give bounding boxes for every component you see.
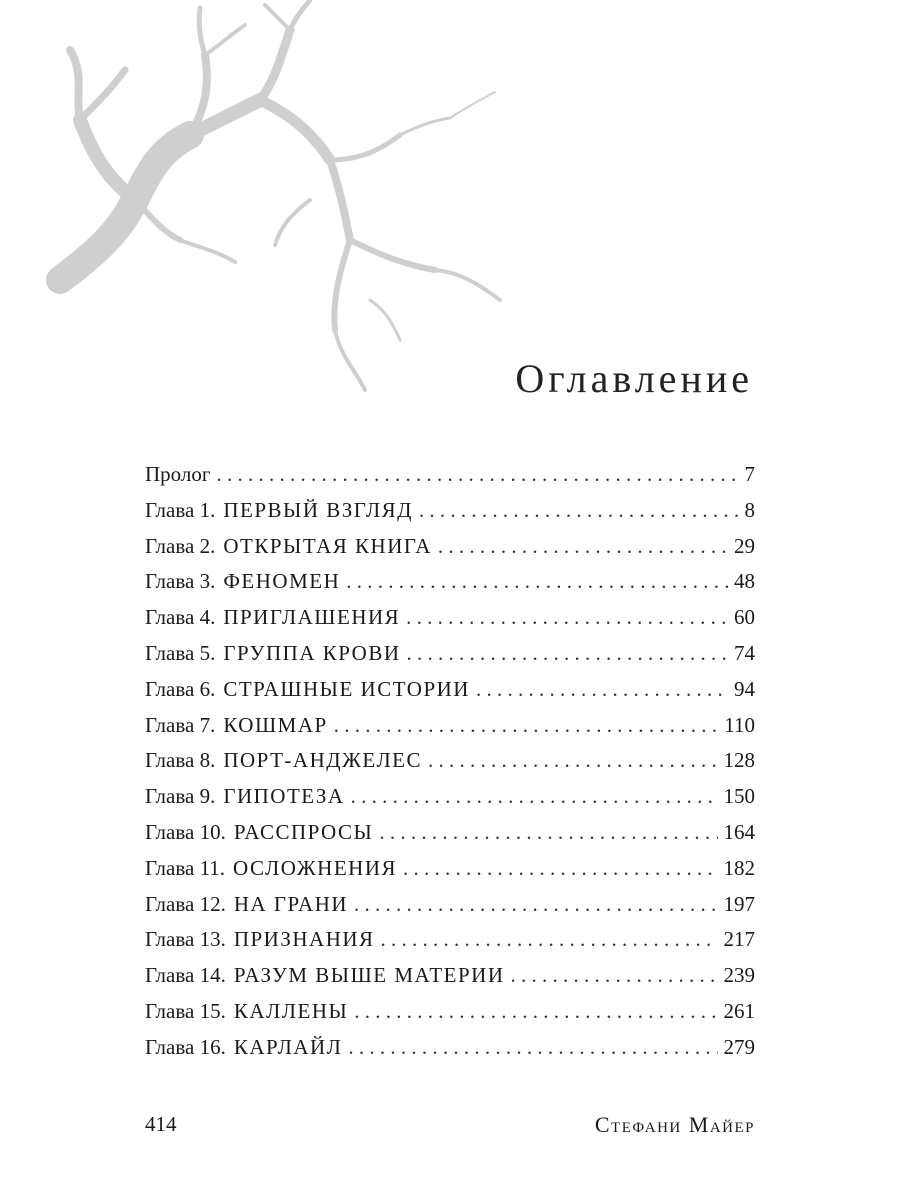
chapter-number: Глава 16. xyxy=(145,1034,226,1059)
chapter-page-number: 110 xyxy=(724,712,755,737)
toc-entry xyxy=(145,963,755,999)
dot-leader xyxy=(438,534,728,559)
chapter-title: ПОРТ-АНДЖЕЛЕС xyxy=(223,748,423,773)
dot-leader xyxy=(407,641,728,666)
toc-entry xyxy=(145,641,755,677)
dot-leader xyxy=(348,1035,717,1060)
toc-entry xyxy=(145,677,755,713)
chapter-page-number: 60 xyxy=(734,605,755,630)
chapter-page-number: 217 xyxy=(723,927,755,952)
toc-entry xyxy=(145,927,755,963)
chapter-number: Глава 2. xyxy=(145,533,216,558)
chapter-title: ПРИГЛАШЕНИЯ xyxy=(223,605,401,630)
toc-entry xyxy=(145,605,755,641)
chapter-number: Глава 12. xyxy=(145,891,226,916)
toc-entry xyxy=(145,856,755,892)
toc-entry xyxy=(145,713,755,749)
chapter-number: Глава 9. xyxy=(145,784,216,809)
dot-leader xyxy=(381,927,718,952)
chapter-number: Глава 1. xyxy=(145,497,216,522)
page-footer xyxy=(145,1112,755,1138)
chapter-page-number: 261 xyxy=(723,998,755,1023)
dot-leader xyxy=(428,748,717,773)
chapter-title: КОШМАР xyxy=(223,712,328,737)
chapter-page-number: 182 xyxy=(723,855,755,880)
chapter-number: Глава 14. xyxy=(145,963,226,988)
dot-leader xyxy=(346,569,728,594)
chapter-number: Глава 3. xyxy=(145,569,216,594)
dot-leader xyxy=(334,713,719,738)
dot-leader xyxy=(406,605,728,630)
chapter-page-number: 7 xyxy=(744,462,755,486)
chapter-title: ПЕРВЫЙ ВЗГЛЯД xyxy=(223,497,413,522)
chapter-page-number: 128 xyxy=(723,748,755,773)
toc-entry xyxy=(145,569,755,605)
chapter-page-number: 164 xyxy=(723,819,755,844)
chapter-page-number: 29 xyxy=(734,533,755,558)
dot-leader xyxy=(379,820,717,845)
toc-entry xyxy=(145,820,755,856)
chapter-title: ГИПОТЕЗА xyxy=(223,784,345,809)
chapter-number: Пролог xyxy=(145,462,211,486)
chapter-title: РАССПРОСЫ xyxy=(233,819,374,844)
chapter-page-number: 8 xyxy=(744,497,755,522)
chapter-number: Глава 15. xyxy=(145,998,226,1023)
chapter-title: РАЗУМ ВЫШЕ МАТЕРИИ xyxy=(233,963,505,988)
dot-leader xyxy=(354,892,717,917)
toc-entry xyxy=(145,1035,755,1071)
chapter-number: Глава 7. xyxy=(145,712,216,737)
chapter-page-number: 94 xyxy=(734,676,755,701)
chapter-page-number: 48 xyxy=(734,569,755,594)
toc-entry xyxy=(145,498,755,534)
dot-leader xyxy=(511,963,718,988)
chapter-title: ОТКРЫТАЯ КНИГА xyxy=(223,533,432,558)
chapter-page-number: 150 xyxy=(723,784,755,809)
chapter-title: ПРИЗНАНИЯ xyxy=(233,927,375,952)
chapter-number: Глава 4. xyxy=(145,605,216,630)
chapter-number: Глава 6. xyxy=(145,676,216,701)
chapter-title: НА ГРАНИ xyxy=(233,891,349,916)
chapter-number: Глава 10. xyxy=(145,819,226,844)
chapter-title: КАЛЛЕНЫ xyxy=(233,998,349,1023)
toc-entry xyxy=(145,748,755,784)
page-title: Оглавление xyxy=(515,356,753,401)
chapter-title: СТРАШНЫЕ ИСТОРИИ xyxy=(223,676,470,701)
chapter-title: ОСЛОЖНЕНИЯ xyxy=(233,855,397,880)
chapter-page-number: 74 xyxy=(734,640,755,665)
dot-leader xyxy=(403,856,718,881)
dot-leader xyxy=(476,677,728,702)
dot-leader xyxy=(216,462,738,487)
chapter-number: Глава 5. xyxy=(145,640,216,665)
chapter-number: Глава 13. xyxy=(145,927,226,952)
dot-leader xyxy=(419,498,739,523)
author-name: Стефани Майер xyxy=(594,1112,755,1137)
dot-leader xyxy=(354,999,717,1024)
toc-entry xyxy=(145,534,755,570)
chapter-page-number: 279 xyxy=(723,1034,755,1059)
chapter-number: Глава 11. xyxy=(145,855,226,880)
chapter-number: Глава 8. xyxy=(145,748,216,773)
toc-entry xyxy=(145,784,755,820)
chapter-title: ФЕНОМЕН xyxy=(223,569,341,594)
page-number: 414 xyxy=(145,1112,177,1136)
dot-leader xyxy=(351,784,718,809)
toc-entry xyxy=(145,999,755,1035)
table-of-contents xyxy=(145,462,755,1071)
toc-entry xyxy=(145,462,755,498)
toc-entry xyxy=(145,892,755,928)
chapter-page-number: 197 xyxy=(723,891,755,916)
chapter-page-number: 239 xyxy=(723,963,755,988)
chapter-title: КАРЛАЙЛ xyxy=(233,1034,343,1059)
chapter-title: ГРУППА КРОВИ xyxy=(223,640,401,665)
